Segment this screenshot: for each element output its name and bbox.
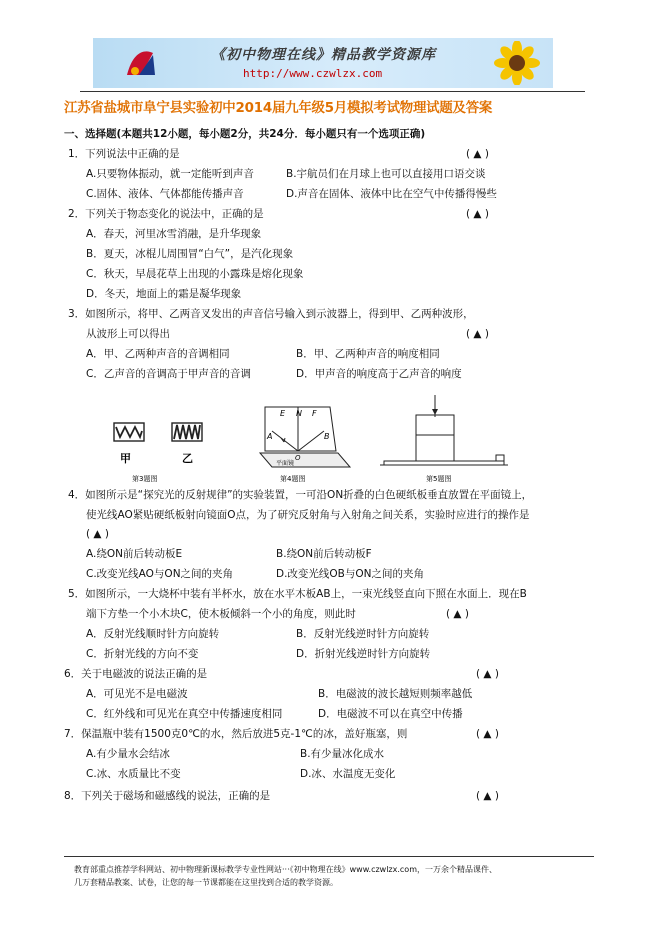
fig4-label-E: E [280,409,286,418]
fig4-label-A: A [267,432,273,441]
fig4-label-N: N [296,409,302,418]
q4-stem-line2: 使光线AO紧贴硬纸板射向镜面O点，为了研究反射角与入射角之间关系，实验时应进行的操作是 [86,509,530,521]
q1-stem: 1．下列说法中正确的是 [68,148,180,160]
fig3-label-jia: 甲 [120,452,131,465]
q2-stem: 2．下列关于物态变化的说法中，正确的是 [68,208,264,220]
fig4-label-F: F [312,409,317,418]
footer-divider [64,856,594,857]
q4-option-d: D.改变光线OB与ON之间的夹角 [276,568,425,580]
q1-option-a: A.只要物体振动，就一定能听到声音 [86,168,254,180]
footer-line-2: 几万套精品教案、试卷，让您的每一节课都能在这里找到合适的教学资源。 [74,878,338,887]
q6-option-d: D．电磁波不可以在真空中传播 [318,708,463,720]
q5-option-c: C．折射光线的方向不变 [86,648,199,660]
q3-stem-line2: 从波形上可以得出 [86,328,170,340]
q4-option-c: C.改变光线AO与ON之间的夹角 [86,568,234,580]
q3-stem-line1: 3．如图所示，将甲、乙两音叉发出的声音信号输入到示波器上，得到甲、乙两种波形， [68,308,474,320]
q5-stem-line1: 5．如图所示，一大烧杯中装有半杯水，放在水平木板AB上，一束光线竖直向下照在水面上．现在B [68,588,527,600]
q5-option-a: A．反射光线顺时针方向旋转 [86,628,220,640]
q6-stem: 6．关于电磁波的说法正确的是 [64,668,208,680]
q4-option-b: B.绕ON前后转动板F [276,548,372,560]
fig5-beaker-setup [380,395,508,465]
q2-option-a: A．春天，河里冰雪消融，是升华现象 [86,228,262,240]
page-title: 江苏省盐城市阜宁县实验初中2014届九年级5月模拟考试物理试题及答案 [64,101,493,116]
fig3-waveform-jia [114,423,144,441]
q7-stem: 7．保温瓶中装有1500克0℃的水，然后放进5克-1℃的冰，盖好瓶塞，则 [64,728,408,740]
fig4-label-mirror: 平面镜 [276,460,295,467]
q4-stem-line1: 4．如图所示是“探究光的反射规律”的实验装置，一可沿ON折叠的白色硬纸板垂直放置在平面镜上， [68,489,533,501]
q1-option-d: D.声音在固体、液体中比在空气中传播得慢些 [286,188,497,200]
q6-option-a: A．可见光不是电磁波 [86,688,188,700]
q8-stem: 8．下列关于磁场和磁感线的说法，正确的是 [64,790,271,802]
q6-option-c: C．红外线和可见光在真空中传播速度相同 [86,708,283,720]
fig4-caption: 第4题图 [280,475,306,483]
q2-option-c: C．秋天，早晨花草上出现的小露珠是熔化现象 [86,268,304,280]
q3-option-b: B．甲、乙两种声音的响度相同 [296,348,440,360]
q4-answer-mark: ( ▲ ) [86,528,109,540]
fig3-caption: 第3题图 [132,475,158,483]
q1-answer-mark: ( ▲ ) [466,148,489,160]
header-banner [93,38,553,88]
q5-option-d: D．折射光线逆时针方向旋转 [296,648,431,660]
q7-option-b: B.有少量冰化成水 [300,748,385,760]
fig4-label-O: O [295,454,301,462]
q4-option-a: A.绕ON前后转动板E [86,548,183,560]
fig4-label-B: B [324,432,330,441]
fig3-waveform-yi [172,423,202,441]
q7-option-d: D.冰、水温度无变化 [300,768,396,780]
q3-option-a: A．甲、乙两种声音的音调相同 [86,348,230,360]
q7-option-a: A.有少量水会结冰 [86,748,170,760]
footer-line-1: 教育部重点推荐学科网站、初中物理新课标教学专业性网站···《初中物理在线》www.czwlzx.com，一万余个精品课件、 [74,865,497,874]
q7-answer-mark: ( ▲ ) [476,728,499,740]
q5-option-b: B．反射光线逆时针方向旋转 [296,628,430,640]
q2-answer-mark: ( ▲ ) [466,208,489,220]
q2-option-b: B．夏天，冰棍儿周围冒“白气”，是汽化现象 [86,248,294,260]
sunflower-icon [487,41,547,85]
banner-title: 《初中物理在线》精品教学资源库 [211,47,436,63]
q6-answer-mark: ( ▲ ) [476,668,499,680]
banner-url[interactable]: http://www.czwlzx.com [243,67,383,80]
fig3-label-yi: 乙 [182,452,193,465]
q2-option-d: D．冬天，地面上的霜是凝华现象 [86,288,242,300]
q8-answer-mark: ( ▲ ) [476,790,499,802]
q1-option-c: C.固体、液体、气体都能传播声音 [86,188,244,200]
section-heading: 一、选择题(本题共12小题，每小题2分，共24分．每小题只有一个选项正确) [64,128,426,140]
fig5-caption: 第5题图 [426,475,452,483]
site-logo-icon [123,45,159,81]
q5-answer-mark: ( ▲ ) [446,608,469,620]
q3-option-d: D．甲声音的响度高于乙声音的响度 [296,368,462,380]
q5-stem-line2: 端下方垫一个小木块C，使木板倾斜一个小的角度，则此时 [86,608,356,620]
fig4-reflection-apparatus [260,407,350,467]
q1-option-b: B.宇航员们在月球上也可以直接用口语交谈 [286,168,486,180]
header-divider [80,91,585,92]
q6-option-b: B．电磁波的波长越短则频率越低 [318,688,473,700]
q7-option-c: C.冰、水质量比不变 [86,768,181,780]
q3-answer-mark: ( ▲ ) [466,328,489,340]
figures-row [100,395,530,485]
q3-option-c: C．乙声音的音调高于甲声音的音调 [86,368,251,380]
